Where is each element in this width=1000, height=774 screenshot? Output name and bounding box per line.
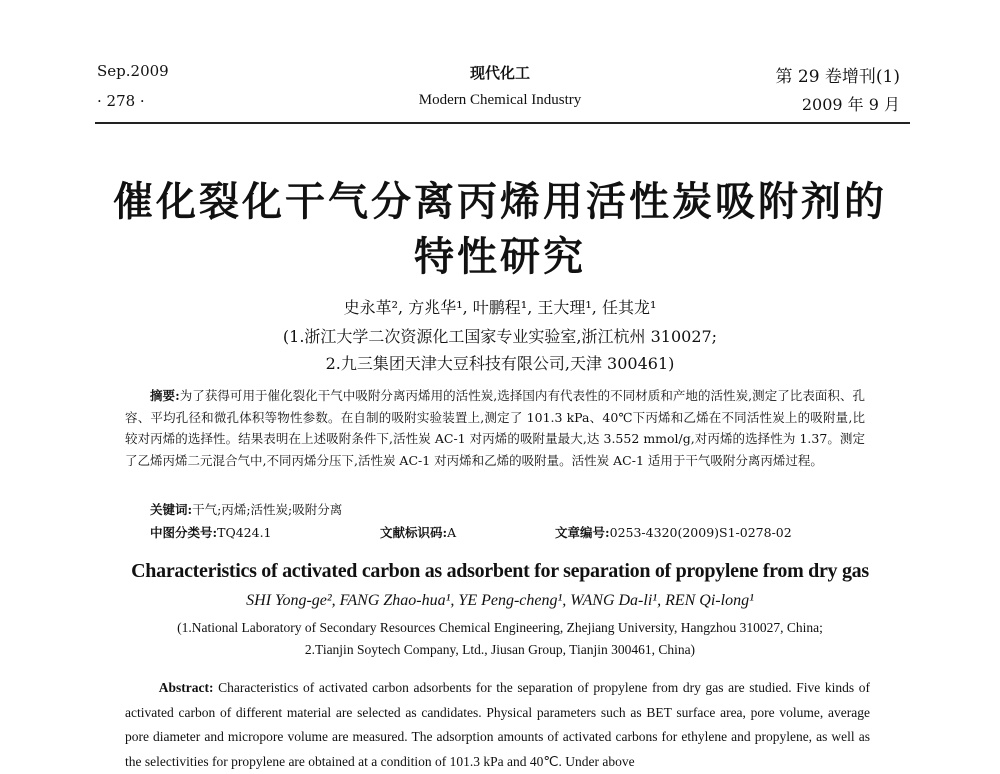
article-value: 0253-4320(2009)S1-0278-02	[609, 525, 792, 540]
title-cn-line-2: 特性研究	[414, 234, 586, 280]
keywords-cn	[150, 500, 342, 518]
abstract-en-text: Characteristics of activated carbon adsorbents for the separation of propylene from dry gas are studied. Five kinds of activated carbon of different material are selected as candidates. Physical parameters such as BET surface area, pore volume, average pore diameter and micropore volume are measured. The adsorption amounts of activated carbons for ethylene and propylene, as well as the selectivities for propylene are obtained at a condition of 101.3 kPa and 40℃. Under above	[125, 680, 871, 769]
header-journal-en: Modern Chemical Industry	[418, 92, 582, 108]
abstract-en-label: Abstract:	[158, 680, 214, 695]
title-cn-line-1: 催化裂化干气分离丙烯用活性炭吸附剂的	[113, 179, 887, 225]
authors-cn: 史永革², 方兆华¹, 叶鹏程¹, 王大理¹, 任其龙¹	[343, 298, 657, 317]
affiliation-en-1: (1.National Laboratory of Secondary Resources Chemical Engineering, Zhejiang University, Hangzhou 310027, China;	[177, 620, 823, 635]
keywords-text: 干气;丙烯;活性炭;吸附分离	[192, 502, 343, 517]
clc-value: TQ424.1	[217, 525, 272, 540]
header-page-number: · 278 ·	[97, 92, 145, 110]
header-journal-cn: 现代化工	[469, 64, 530, 82]
header-date: Sep.2009	[97, 62, 169, 80]
article-label: 文章编号:	[555, 525, 610, 540]
title-en: Characteristics of activated carbon as adsorbent for separation of propylene from dry gas	[131, 560, 869, 582]
keywords-label: 关键词:	[150, 502, 193, 517]
abstract-en	[125, 676, 870, 774]
abstract-cn-label: 摘要:	[150, 388, 180, 403]
doc-label: 文献标识码:	[380, 525, 448, 540]
header-volume: 第 29 卷增刊(1)	[775, 67, 900, 87]
classification-clc	[150, 523, 272, 541]
doc-value: A	[447, 525, 457, 540]
affiliation-en-2: 2.Tianjin Soytech Company, Ltd., Jiusan Group, Tianjin 300461, China)	[304, 642, 696, 657]
header-issue-date: 2009 年 9 月	[801, 95, 900, 114]
classification-doc	[380, 523, 456, 541]
authors-en: SHI Yong-ge², FANG Zhao-hua¹, YE Peng-cheng¹, WANG Da-li¹, REN Qi-long¹	[246, 592, 754, 609]
affiliation-cn-1: (1.浙江大学二次资源化工国家专业实验室,浙江杭州 310027;	[282, 327, 718, 346]
classification-article	[555, 523, 792, 541]
abstract-cn-text: 为了获得可用于催化裂化干气中吸附分离丙烯用的活性炭,选择国内有代表性的不同材质和产地的活性炭,测定了比表面积、孔容、平均孔径和微孔体积等物性参数。在自制的吸附实验装置上,测定了 101.3 kPa、40℃下丙烯和乙烯在不同活性炭上的吸附量,比较对丙烯的选择性。结果表明在上述吸附条件下,活性炭 AC-1 对丙烯的吸附量最大,达 3.552 mmol/g,对丙烯的选择性为 1.37。测定了乙烯丙烯二元混合气中,不同丙烯分压下,活性炭 AC-1 对丙烯和乙烯的吸附量。活性炭 AC-1 适用于干气吸附分离丙烯过程。	[125, 388, 865, 468]
header-rule	[95, 122, 910, 124]
clc-label: 中图分类号:	[150, 525, 218, 540]
affiliation-cn-2: 2.九三集团天津大豆科技有限公司,天津 300461)	[325, 354, 675, 373]
abstract-cn	[125, 385, 865, 471]
